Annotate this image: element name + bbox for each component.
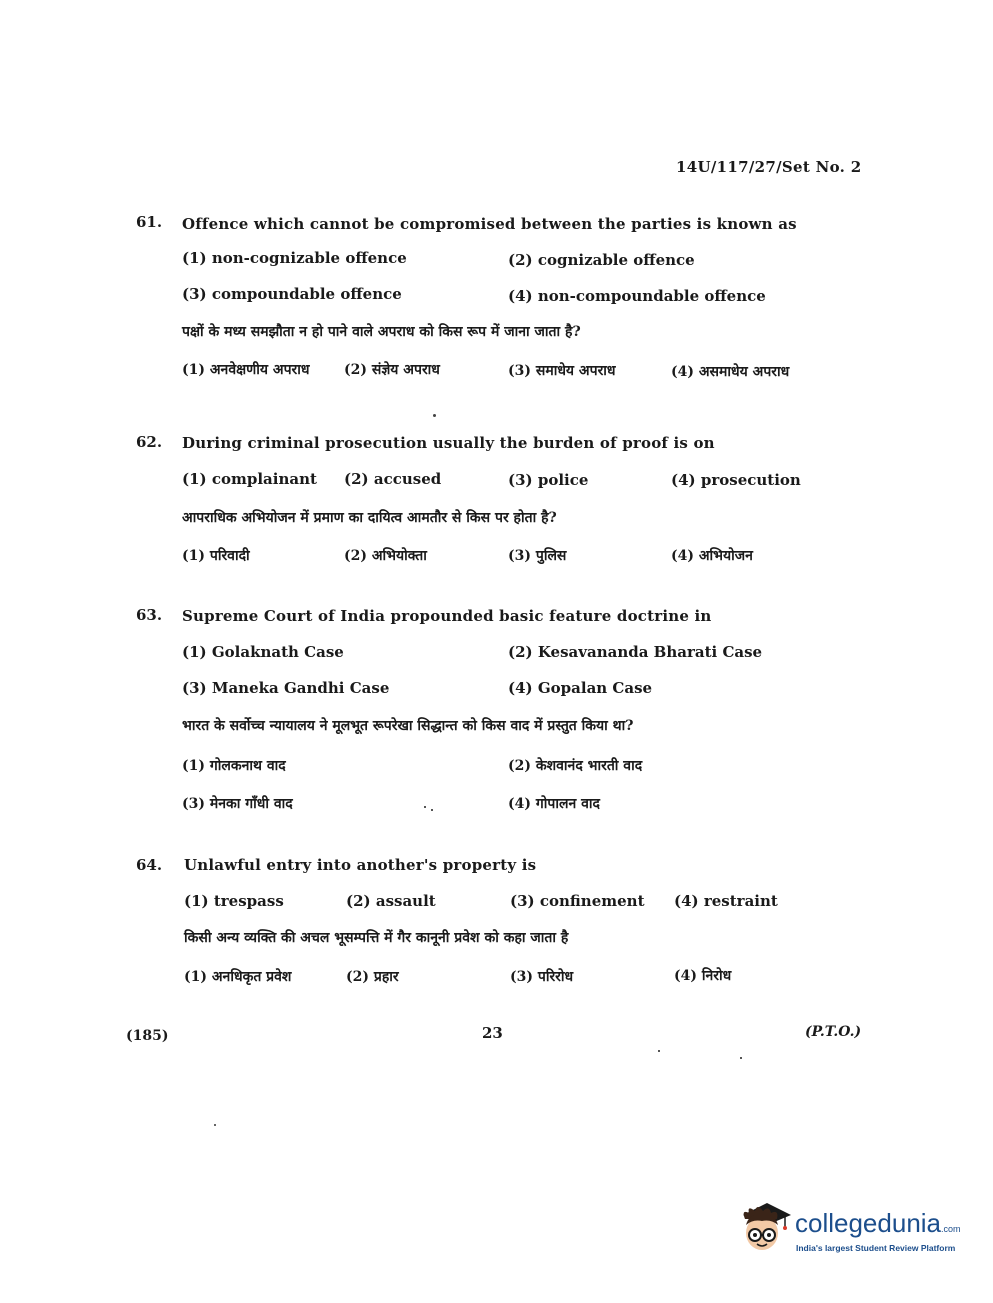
option: (4) non-compoundable offence [508,287,766,305]
option-hindi: (2) केशवानंद भारती वाद [508,758,643,774]
option: (4) prosecution [671,471,801,489]
scan-speck [431,809,433,811]
scan-speck [740,1057,742,1059]
option-hindi: (1) अनवेक्षणीय अपराध [182,362,310,378]
question-text: Supreme Court of India propounded basic feature doctrine in [182,607,712,625]
option: (3) Maneka Gandhi Case [182,679,390,697]
option: (4) Gopalan Case [508,679,653,697]
option-hindi: (1) गोलकनाथ वाद [182,758,286,774]
logo-wordmark: collegedunia.com [795,1208,961,1238]
option-hindi: (2) संज्ञेय अपराध [344,362,440,378]
option-hindi: (3) परिरोध [510,969,574,985]
option-hindi: (2) प्रहार [346,969,399,985]
option-hindi: (3) समाधेय अपराध [508,363,616,379]
question-text-hindi: पक्षों के मध्य समझौता न हो पाने वाले अपराध को किस रूप में जाना जाता है? [182,324,581,340]
option-hindi: (3) पुलिस [508,548,567,564]
option: (1) complainant [182,470,317,488]
option: (4) restraint [674,892,778,910]
option: (1) Golaknath Case [182,643,344,661]
question-text: During criminal prosecution usually the burden of proof is on [182,434,715,452]
question-number: 63. [136,606,163,624]
scan-speck [433,414,436,417]
option-hindi: (3) मेनका गाँधी वाद [182,796,293,812]
option: (2) assault [346,892,436,910]
option: (2) cognizable offence [508,251,695,269]
option: (3) police [508,471,589,489]
option-hindi: (1) परिवादी [182,548,250,564]
scan-speck [214,1124,216,1126]
page-number: 23 [482,1024,503,1042]
question-text-hindi: किसी अन्य व्यक्ति की अचल भूसम्पत्ति में गैर कानूनी प्रवेश को कहा जाता है [184,930,569,946]
question-text: Unlawful entry into another's property is [184,856,537,874]
question-number: 64. [136,856,163,874]
option-hindi: (4) असमाधेय अपराध [671,364,790,380]
question-number: 62. [136,433,163,451]
logo-tagline: India's largest Student Review Platform [796,1243,956,1253]
option-hindi: (2) अभियोक्ता [344,548,427,564]
option: (2) Kesavananda Bharati Case [508,643,763,661]
paper-code: (185) [126,1028,169,1044]
option: (1) trespass [184,892,284,910]
option: (3) confinement [510,892,645,910]
pto-marker: (P.T.O.) [805,1024,862,1040]
question-text-hindi: भारत के सर्वोच्च न्यायालय ने मूलभूत रूपरेखा सिद्धान्त को किस वाद में प्रस्तुत किया था? [182,718,634,734]
question-text: Offence which cannot be compromised between the parties is known as [182,215,797,233]
scan-speck [424,806,426,808]
option-hindi: (4) निरोध [674,968,732,984]
question-number: 61. [136,213,163,231]
question-text-hindi: आपराधिक अभियोजन में प्रमाण का दायित्व आमतौर से किस पर होता है? [182,510,557,526]
option-hindi: (4) गोपालन वाद [508,796,600,812]
set-code: 14U/117/27/Set No. 2 [676,158,862,176]
option: (1) non-cognizable offence [182,249,407,267]
scan-speck [658,1050,660,1052]
option-hindi: (1) अनधिकृत प्रवेश [184,969,292,985]
collegedunia-mascot-icon [735,1195,795,1257]
option-hindi: (4) अभियोजन [671,548,753,564]
option: (2) accused [344,470,442,488]
option: (3) compoundable offence [182,285,402,303]
